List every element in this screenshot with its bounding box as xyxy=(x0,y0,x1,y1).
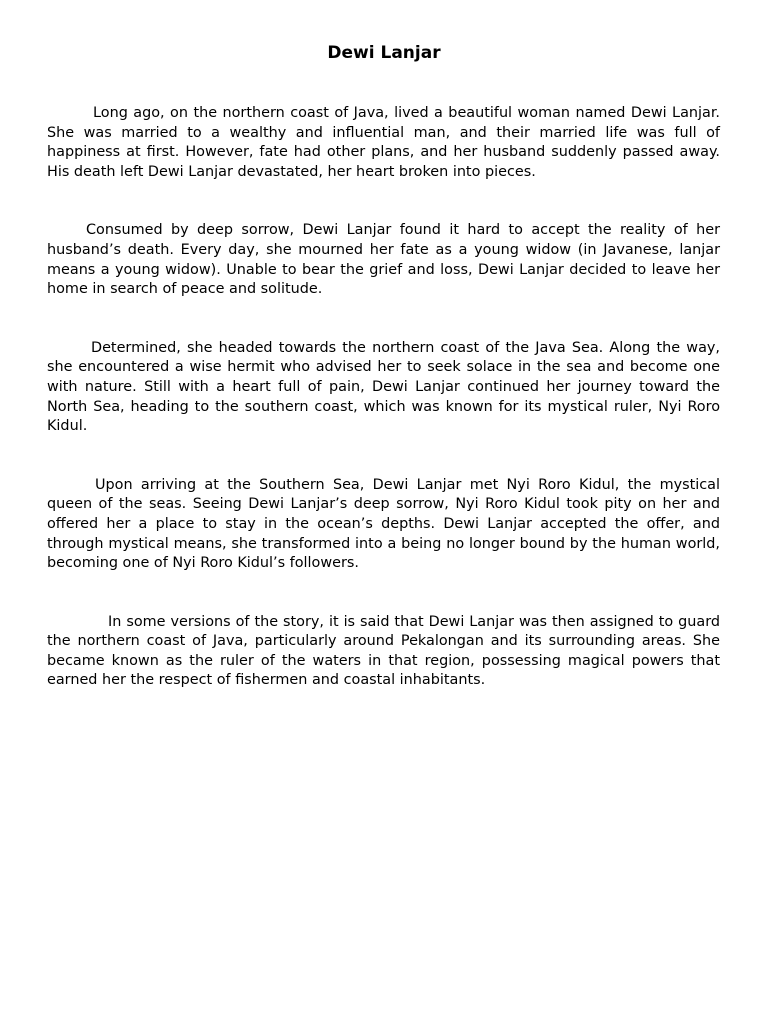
paragraph-text: Consumed by deep sorrow, Dewi Lanjar found it hard to accept the reality of her husband’s death. Every day, she mourned her fate as a young widow (in Javanese, lanjar means a young widow). Unable to bear the grief and loss, Dewi Lanjar decided to leave her home in search of peace and solitude. xyxy=(47,222,720,298)
paragraph-2 xyxy=(47,221,720,299)
document-title: Dewi Lanjar xyxy=(327,43,441,63)
paragraph-1 xyxy=(47,104,720,182)
paragraph-text: Determined, she headed towards the northern coast of the Java Sea. Along the way, she encountered a wise hermit who advised her to seek solace in the sea and become one with nature. Still with a heart full of pain, Dewi Lanjar continued her journey toward the North Sea, heading to the southern coast, which was known for its mystical ruler, Nyi Roro Kidul. xyxy=(47,339,720,435)
paragraph-5 xyxy=(47,613,720,691)
paragraph-3 xyxy=(47,339,720,437)
document-body xyxy=(47,104,720,730)
paragraph-text: Upon arriving at the Southern Sea, Dewi Lanjar met Nyi Roro Kidul, the mystical queen of the seas. Seeing Dewi Lanjar’s deep sorrow, Nyi Roro Kidul took pity on her and offered her a place to stay in the ocean’s depths. Dewi Lanjar accepted the offer, and through mystical means, she transformed into a being no longer bound by the human world, becoming one of Nyi Roro Kidul’s followers. xyxy=(47,476,720,572)
paragraph-4 xyxy=(47,476,720,574)
paragraph-text: In some versions of the story, it is said that Dewi Lanjar was then assigned to guard the northern coast of Java, particularly around Pekalongan and its surrounding areas. She became known as the ruler of the waters in that region, possessing magical powers that earned her the respect of fishermen and coastal inhabitants. xyxy=(47,613,720,689)
paragraph-text: Long ago, on the northern coast of Java, lived a beautiful woman named Dewi Lanjar. She was married to a wealthy and influential man, and their married life was full of happiness at first. However, fate had other plans, and her husband suddenly passed away. His death left Dewi Lanjar devastated, her heart broken into pieces. xyxy=(47,105,720,180)
